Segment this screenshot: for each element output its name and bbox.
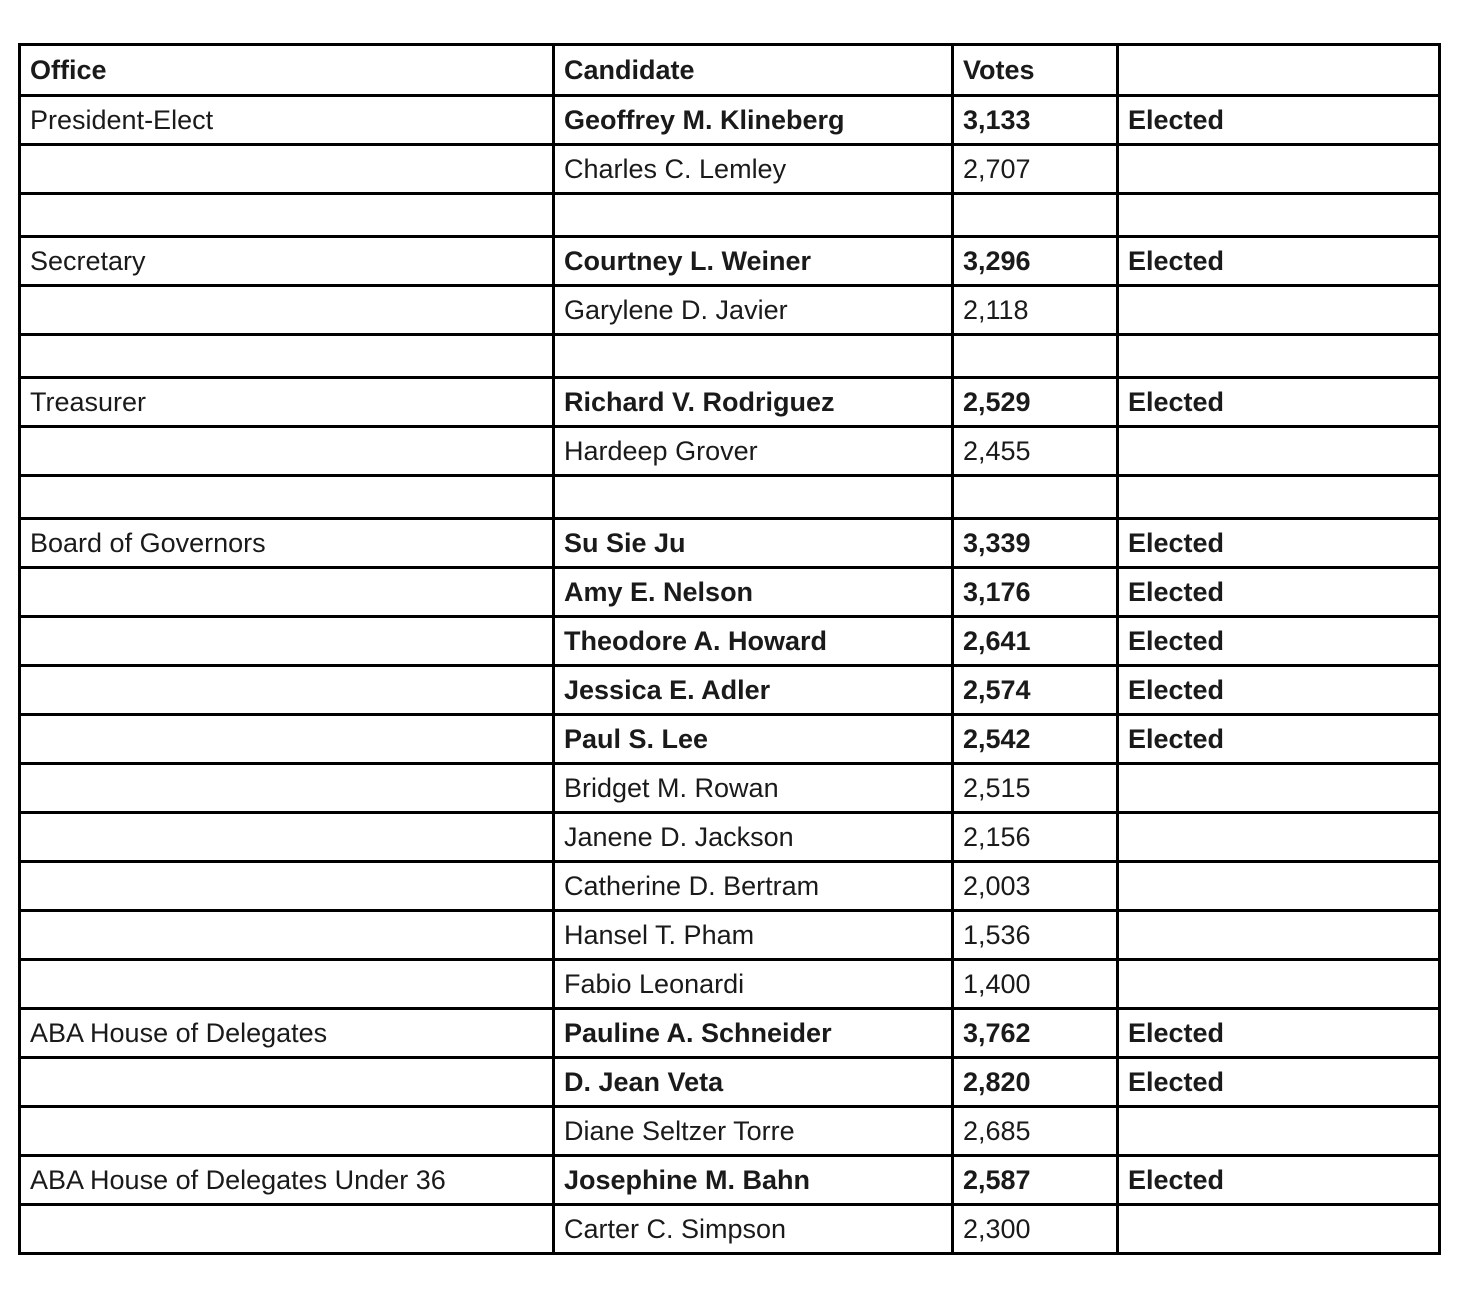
candidate-cell: Pauline A. Schneider: [554, 1009, 953, 1058]
candidate-cell: Fabio Leonardi: [554, 960, 953, 1009]
spacer-row: [20, 194, 1440, 237]
header-office: Office: [20, 45, 554, 96]
candidate-cell: Diane Seltzer Torre: [554, 1107, 953, 1156]
office-cell: [20, 617, 554, 666]
candidate-cell: Janene D. Jackson: [554, 813, 953, 862]
votes-cell: 2,820: [953, 1058, 1118, 1107]
votes-cell: 2,156: [953, 813, 1118, 862]
candidate-cell: Geoffrey M. Klineberg: [554, 96, 953, 145]
office-cell: ABA House of Delegates Under 36: [20, 1156, 554, 1205]
office-cell: Board of Governors: [20, 519, 554, 568]
candidate-cell: Paul S. Lee: [554, 715, 953, 764]
office-cell: Secretary: [20, 237, 554, 286]
office-cell: [20, 666, 554, 715]
office-cell: President-Elect: [20, 96, 554, 145]
table-row: [20, 1107, 1440, 1156]
table-row: [20, 96, 1440, 145]
candidate-cell: Su Sie Ju: [554, 519, 953, 568]
table-row: [20, 764, 1440, 813]
votes-cell: 2,685: [953, 1107, 1118, 1156]
table-row: [20, 519, 1440, 568]
office-cell: Treasurer: [20, 378, 554, 427]
votes-cell: 3,762: [953, 1009, 1118, 1058]
votes-cell: 3,339: [953, 519, 1118, 568]
candidate-cell: Richard V. Rodriguez: [554, 378, 953, 427]
status-cell: [1118, 145, 1440, 194]
votes-cell: 2,455: [953, 427, 1118, 476]
election-results-table: [18, 43, 1441, 1255]
candidate-cell: Theodore A. Howard: [554, 617, 953, 666]
votes-cell: 2,515: [953, 764, 1118, 813]
results-body: [20, 96, 1440, 1254]
status-cell: [1118, 813, 1440, 862]
candidate-cell: Amy E. Nelson: [554, 568, 953, 617]
votes-cell: 1,400: [953, 960, 1118, 1009]
votes-cell: 2,300: [953, 1205, 1118, 1254]
table-row: [20, 378, 1440, 427]
header-votes: Votes: [953, 45, 1118, 96]
table-row: [20, 1009, 1440, 1058]
candidate-cell: [554, 335, 953, 378]
votes-cell: [953, 194, 1118, 237]
office-cell: [20, 1058, 554, 1107]
office-cell: [20, 1107, 554, 1156]
candidate-cell: Jessica E. Adler: [554, 666, 953, 715]
office-cell: [20, 286, 554, 335]
status-cell: Elected: [1118, 666, 1440, 715]
status-cell: [1118, 476, 1440, 519]
status-cell: [1118, 862, 1440, 911]
votes-cell: 2,529: [953, 378, 1118, 427]
office-cell: [20, 813, 554, 862]
status-cell: Elected: [1118, 96, 1440, 145]
header-row: [20, 45, 1440, 96]
status-cell: [1118, 427, 1440, 476]
candidate-cell: Catherine D. Bertram: [554, 862, 953, 911]
status-cell: Elected: [1118, 1058, 1440, 1107]
table-row: [20, 813, 1440, 862]
candidate-cell: [554, 194, 953, 237]
table-row: [20, 960, 1440, 1009]
status-cell: Elected: [1118, 378, 1440, 427]
votes-cell: [953, 476, 1118, 519]
votes-cell: 1,536: [953, 911, 1118, 960]
office-cell: [20, 335, 554, 378]
office-cell: [20, 911, 554, 960]
table-row: [20, 617, 1440, 666]
status-cell: Elected: [1118, 715, 1440, 764]
office-cell: [20, 194, 554, 237]
status-cell: [1118, 194, 1440, 237]
table-row: [20, 237, 1440, 286]
office-cell: [20, 715, 554, 764]
table-row: [20, 1205, 1440, 1254]
table-row: [20, 1156, 1440, 1205]
table-row: [20, 286, 1440, 335]
votes-cell: [953, 335, 1118, 378]
table-row: [20, 715, 1440, 764]
status-cell: Elected: [1118, 617, 1440, 666]
status-cell: [1118, 1205, 1440, 1254]
status-cell: Elected: [1118, 568, 1440, 617]
status-cell: [1118, 960, 1440, 1009]
office-cell: [20, 427, 554, 476]
table-row: [20, 427, 1440, 476]
office-cell: [20, 1205, 554, 1254]
status-cell: [1118, 1107, 1440, 1156]
office-cell: [20, 960, 554, 1009]
office-cell: [20, 145, 554, 194]
candidate-cell: [554, 476, 953, 519]
candidate-cell: Courtney L. Weiner: [554, 237, 953, 286]
table-row: [20, 666, 1440, 715]
status-cell: Elected: [1118, 1156, 1440, 1205]
candidate-cell: Hardeep Grover: [554, 427, 953, 476]
table-row: [20, 568, 1440, 617]
votes-cell: 2,574: [953, 666, 1118, 715]
table-row: [20, 911, 1440, 960]
votes-cell: 2,542: [953, 715, 1118, 764]
office-cell: [20, 764, 554, 813]
status-cell: Elected: [1118, 237, 1440, 286]
header-status: [1118, 45, 1440, 96]
status-cell: [1118, 335, 1440, 378]
table-row: [20, 145, 1440, 194]
votes-cell: 2,587: [953, 1156, 1118, 1205]
candidate-cell: D. Jean Veta: [554, 1058, 953, 1107]
votes-cell: 3,133: [953, 96, 1118, 145]
table-row: [20, 862, 1440, 911]
votes-cell: 2,707: [953, 145, 1118, 194]
status-cell: Elected: [1118, 519, 1440, 568]
votes-cell: 3,176: [953, 568, 1118, 617]
votes-cell: 2,641: [953, 617, 1118, 666]
candidate-cell: Charles C. Lemley: [554, 145, 953, 194]
table-row: [20, 1058, 1440, 1107]
votes-cell: 2,003: [953, 862, 1118, 911]
spacer-row: [20, 476, 1440, 519]
candidate-cell: Hansel T. Pham: [554, 911, 953, 960]
votes-cell: 3,296: [953, 237, 1118, 286]
status-cell: [1118, 764, 1440, 813]
office-cell: [20, 862, 554, 911]
office-cell: [20, 568, 554, 617]
office-cell: ABA House of Delegates: [20, 1009, 554, 1058]
candidate-cell: Garylene D. Javier: [554, 286, 953, 335]
status-cell: Elected: [1118, 1009, 1440, 1058]
candidate-cell: Josephine M. Bahn: [554, 1156, 953, 1205]
spacer-row: [20, 335, 1440, 378]
header-candidate: Candidate: [554, 45, 953, 96]
office-cell: [20, 476, 554, 519]
votes-cell: 2,118: [953, 286, 1118, 335]
candidate-cell: Carter C. Simpson: [554, 1205, 953, 1254]
status-cell: [1118, 911, 1440, 960]
candidate-cell: Bridget M. Rowan: [554, 764, 953, 813]
status-cell: [1118, 286, 1440, 335]
